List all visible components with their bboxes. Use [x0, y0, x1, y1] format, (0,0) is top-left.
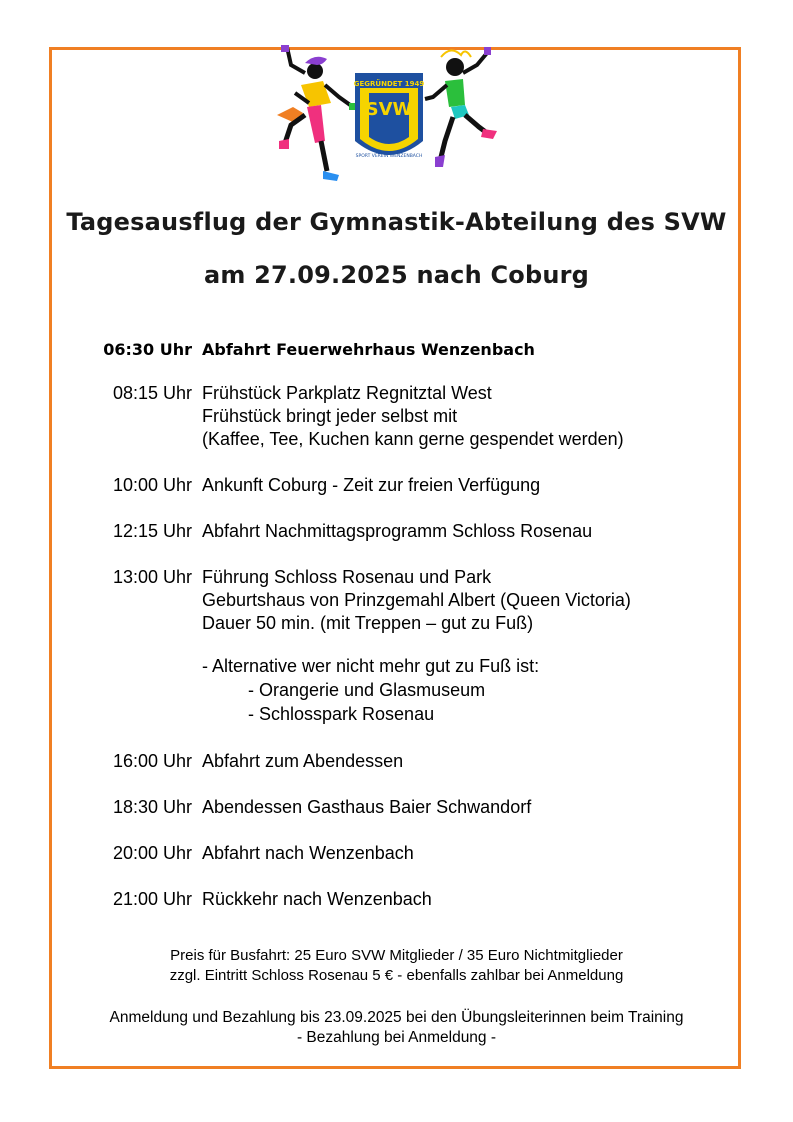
- schedule-description: Abendessen Gasthaus Baier Schwandorf: [202, 797, 532, 817]
- schedule-time: 13:00 Uhr: [112, 567, 192, 587]
- schedule-description: Führung Schloss Rosenau und Park: [202, 567, 492, 587]
- schedule-time: 08:15 Uhr: [112, 383, 192, 403]
- right-dancer-figure: [425, 47, 497, 167]
- schedule-time: 06:30 Uhr: [103, 340, 192, 359]
- registration-info-line-1: Anmeldung und Bezahlung bis 23.09.2025 bei den Übungsleiterinnen beim Training: [109, 1009, 684, 1026]
- schedule-description: Rückkehr nach Wenzenbach: [202, 889, 432, 909]
- schedule-description: Geburtshaus von Prinzgemahl Albert (Queen Victoria): [202, 590, 631, 610]
- schedule-description: Dauer 50 min. (mit Treppen – gut zu Fuß): [202, 613, 534, 633]
- svw-club-logo: [354, 73, 425, 159]
- left-dancer-figure: [277, 45, 357, 181]
- alternative-item: - Orangerie und Glasmuseum: [248, 680, 486, 700]
- logo-letters: SVW: [365, 99, 413, 120]
- schedule-description: Abfahrt Nachmittagsprogramm Schloss Rosenau: [202, 521, 593, 541]
- schedule-time: 20:00 Uhr: [112, 843, 192, 863]
- schedule-time: 10:00 Uhr: [112, 475, 192, 495]
- price-info-line-1: Preis für Busfahrt: 25 Euro SVW Mitglieder / 35 Euro Nichtmitglieder: [170, 947, 623, 964]
- schedule-description: Abfahrt zum Abendessen: [202, 751, 404, 771]
- schedule-description: Abfahrt Feuerwehrhaus Wenzenbach: [202, 340, 535, 359]
- schedule-description: Frühstück bringt jeder selbst mit: [202, 406, 458, 426]
- schedule-description: (Kaffee, Tee, Kuchen kann gerne gespendet werden): [202, 429, 624, 449]
- schedule-description: Abfahrt nach Wenzenbach: [202, 843, 414, 863]
- schedule-time: 16:00 Uhr: [112, 751, 192, 771]
- logo-ring-text: SPORT VEREIN WENZENBACH: [355, 154, 423, 159]
- page-title-line-1: Tagesausflug der Gymnastik-Abteilung des SVW: [66, 208, 727, 236]
- registration-info-line-2: - Bezahlung bei Anmeldung -: [296, 1029, 497, 1046]
- schedule-time: 21:00 Uhr: [112, 889, 192, 909]
- schedule-time: 12:15 Uhr: [112, 521, 192, 541]
- page-border-frame: [49, 47, 741, 1069]
- schedule-time: 18:30 Uhr: [112, 797, 192, 817]
- alternative-heading: - Alternative wer nicht mehr gut zu Fuß ist:: [202, 656, 540, 676]
- schedule-description: Ankunft Coburg - Zeit zur freien Verfügung: [202, 475, 541, 495]
- price-info-line-2: zzgl. Eintritt Schloss Rosenau 5 € - ebenfalls zahlbar bei Anmeldung: [169, 967, 624, 984]
- header-artwork: [265, 45, 505, 187]
- alternative-item: - Schlosspark Rosenau: [248, 704, 435, 724]
- schedule-description: Frühstück Parkplatz Regnitztal West: [202, 383, 492, 403]
- page-title-line-2: am 27.09.2025 nach Coburg: [203, 261, 590, 289]
- logo-founded-text: GEGRÜNDET 1949: [353, 80, 425, 88]
